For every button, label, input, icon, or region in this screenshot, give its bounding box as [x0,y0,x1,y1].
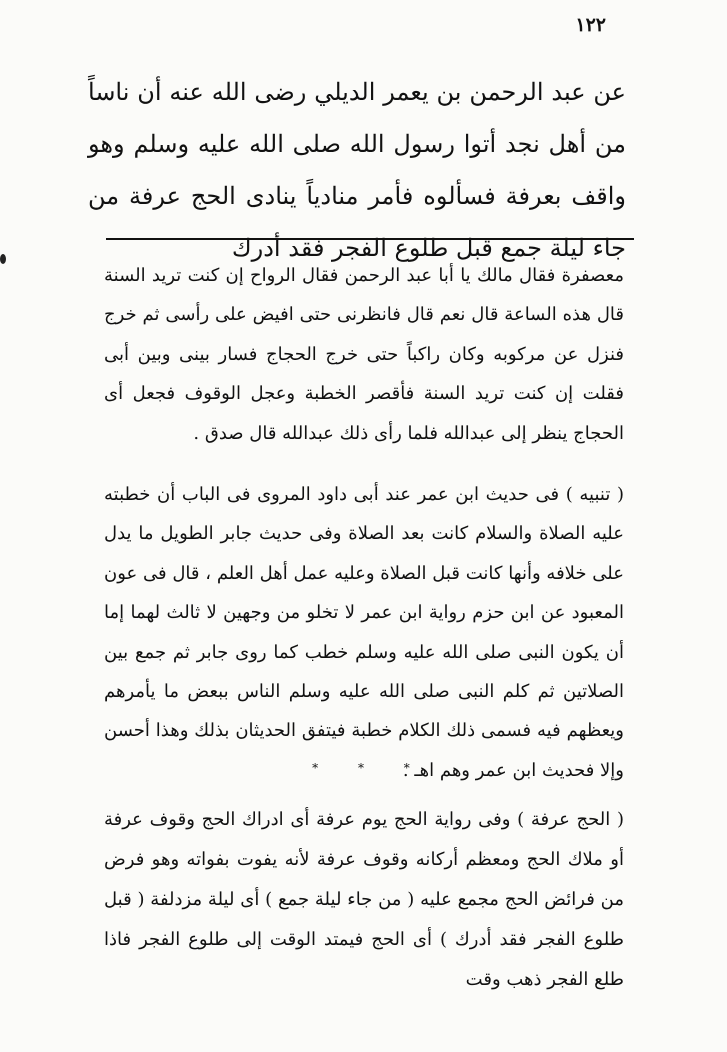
hadith-text: عن عبد الرحمن بن يعمر الديلي رضى الله عنه أن ناساً من أهل نجد أتوا رسول الله صلى الله عليه وسلم وهو واقف بعرفة فسألوه فأمر منادياً ينادى الحج عرفة من جاء ليلة جمع قبل طلوع الفجر فقد أدرك [88,78,626,262]
asterisk-separator: * * * [312,761,428,775]
commentary-paragraph-3: ( الحج عرفة ) وفى رواية الحج يوم عرفة أى ادراك الحج وقوف عرفة أو ملاك الحج ومعظم أركانه وقوف عرفة لأنه يفوت بفواته وهو فرض من فرائض الحج مجمع عليه ( من جاء ليلة جمع ) أى ليلة مزدلفة ( قبل طلوع الفجر فقد أدرك ) أى الحج فيمتد الوقت إلى طلوع الفجر فاذا طلع الفجر ذهب وقت [104,809,624,990]
page-number: ١٢٢ [575,14,606,36]
binding-hole-mark [0,254,6,264]
commentary-paragraph-2-note: ( تنبيه ) فى حديث ابن عمر عند أبى داود المروى فى الباب أن خطبته عليه الصلاة والسلام كانت بعد الصلاة وفى حديث جابر الطويل ما يدل على خلافه وأنها كانت قبل الصلاة وعليه عمل أهل العلم ، قال فى عون المعبود عن ابن حزم رواية ابن عمر لا تخلو من وجهين لا ثالث لهما إما أن يكون النبى صلى الله عليه وسلم خطب كما روى جابر ثم جمع بين الصلاتين ثم كلم النبى صلى الله عليه وسلم الناس ببعض ما يأمرهم ويعظهم فيه فسمى ذلك الكلام خطبة فيتفق الحديثان بذلك وهذا أحسن وإلا فحديث ابن عمر وهم اهـ . [104,484,624,781]
commentary-paragraph-1: معصفرة فقال مالك يا أبا عبد الرحمن فقال الرواح إن كنت تريد السنة قال هذه الساعة قال نعم قال فانظرنى حتى افيض على رأسى ثم خرج فنزل عن مركوبه وكان راكباً حتى خرج الحجاج فسار بينى وبين أبى فقلت إن كنت تريد السنة فأقصر الخطبة وعجل الوقوف فجعل أى الحجاج ينظر إلى عبدالله فلما رأى ذلك عبدالله قال صدق . [104,265,624,444]
section-divider [106,238,634,240]
